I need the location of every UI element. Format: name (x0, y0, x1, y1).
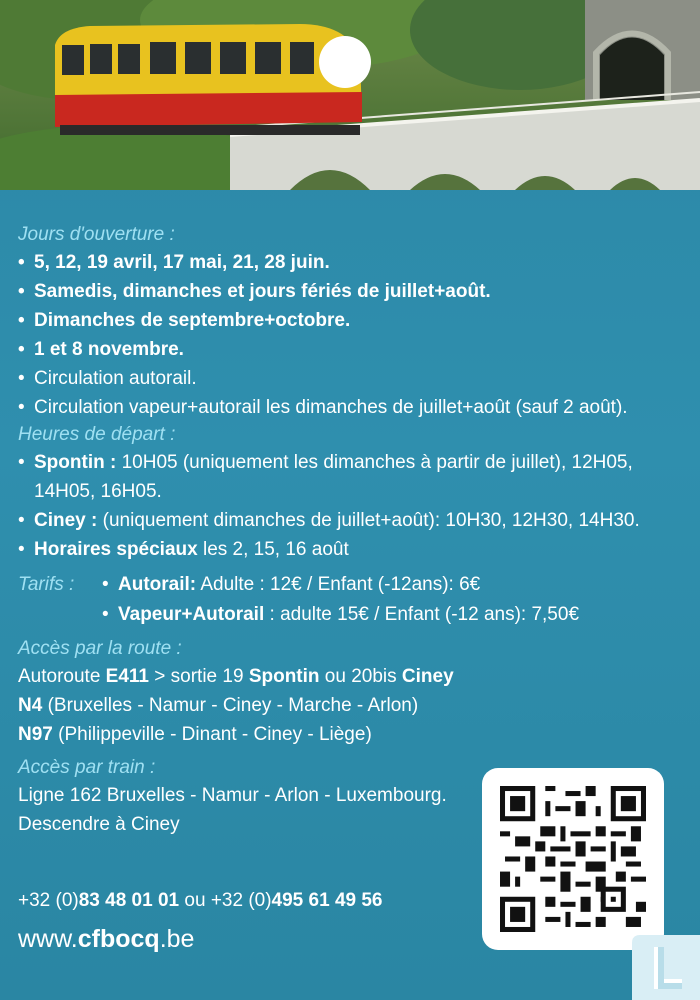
departures-heading: Heures de départ : (18, 424, 176, 445)
departure-ciney: • Ciney : (uniquement dimanches de juillet+août): 10H30, 12H30, 14H30. (18, 510, 640, 531)
opening-item: • Circulation autorail. (18, 368, 197, 389)
opening-item: • Samedis, dimanches et jours fériés de juillet+août. (18, 281, 491, 302)
departure-special: • Horaires spéciaux les 2, 15, 16 août (18, 539, 349, 560)
website-link[interactable]: www.cfbocq.be (18, 925, 195, 953)
opening-item: • Circulation vapeur+autorail les dimanches de juillet+août (sauf 2 août). (18, 397, 628, 418)
road-line-1: Autoroute E411 > sortie 19 Spontin ou 20bis Ciney (18, 666, 454, 687)
train-line-2: Descendre à Ciney (18, 814, 180, 835)
opening-heading: Jours d'ouverture : (18, 224, 175, 245)
departure-spontin-cont: 14H05, 16H05. (34, 481, 162, 502)
departure-spontin: • Spontin : 10H05 (uniquement les dimanches à partir de juillet), 12H05, (18, 452, 633, 473)
info-content (18, 222, 688, 839)
tarifs-label: Tarifs : (18, 574, 75, 595)
train-photo (0, 0, 700, 190)
qr-code-icon (500, 786, 646, 932)
road-heading: Accès par la route : (18, 638, 182, 659)
road-line-2: N4 (Bruxelles - Namur - Ciney - Marche - Arlon) (18, 695, 419, 716)
contact-phone-numbers: +32 (0)83 48 01 01 ou +32 (0)495 61 49 56 (18, 890, 383, 911)
opening-item: • 1 et 8 novembre. (18, 339, 184, 360)
opening-item: • Dimanches de septembre+octobre. (18, 310, 351, 331)
tarif-vapeur: • Vapeur+Autorail : adulte 15€ / Enfant (-12 ans): 7,50€ (102, 604, 580, 625)
corner-logo-icon (632, 935, 700, 1000)
qr-code[interactable] (482, 768, 664, 950)
train-line-1: Ligne 162 Bruxelles - Namur - Arlon - Luxembourg. (18, 785, 447, 806)
opening-item: • 5, 12, 19 avril, 17 mai, 21, 28 juin. (18, 252, 330, 273)
train-heading: Accès par train : (18, 757, 156, 778)
road-line-3: N97 (Philippeville - Dinant - Ciney - Liège) (18, 724, 372, 745)
tarif-autorail: Tarifs : • Autorail: Adulte : 12€ / Enfant (-12ans): 6€ (18, 570, 688, 600)
